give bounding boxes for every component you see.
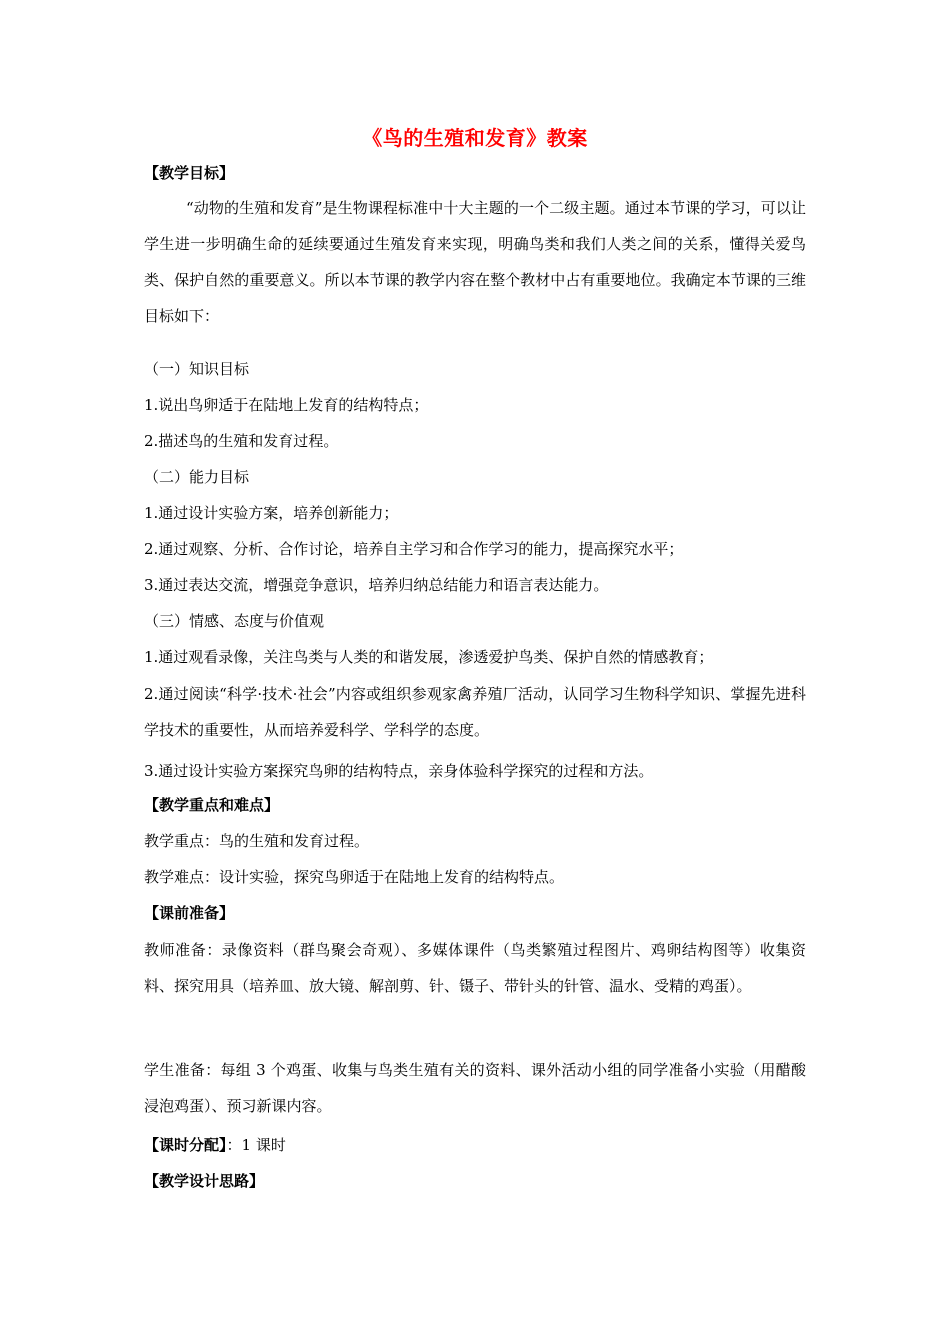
knowledge-item-2: 2.描述鸟的生殖和发育过程。	[144, 432, 339, 450]
document-title: 《鸟的生殖和发育》教案	[362, 126, 588, 150]
teacher-prep: 教师准备：录像资料（群鸟聚会奇观）、多媒体课件（鸟类繁殖过程图片、鸡卵结构图等）收集资料、探究用具（培养皿、放大镜、解剖剪、针、镊子、带针头的针管、温水、受精的鸡蛋）。	[144, 941, 806, 995]
ability-item-2: 2.通过观察、分析、合作讨论，培养自主学习和合作学习的能力，提高探究水平；	[144, 540, 684, 558]
time-value: ：1 课时	[226, 1136, 286, 1154]
difficulty-text: 教学难点：设计实验，探究鸟卵适于在陆地上发育的结构特点。	[144, 868, 565, 886]
student-prep: 学生准备：每组 3 个鸡蛋、收集与鸟类生殖有关的资料、课外活动小组的同学准备小实验（用醋酸浸泡鸡蛋）、预习新课内容。	[144, 1061, 806, 1115]
intro-paragraph: “动物的生殖和发育”是生物课程标准中十大主题的一个二级主题。通过本节课的学习，可以让学生进一步明确生命的延续要通过生殖发育来实现，明确鸟类和我们人类之间的关系，懂得关爱鸟类、保护自然的重要意义。所以本节课的教学内容在整个教材中占有重要地位。我确定本节课的三维目标如下：	[144, 199, 806, 325]
keypoints-heading: 【教学重点和难点】	[144, 796, 280, 814]
design-heading: 【教学设计思路】	[144, 1172, 265, 1190]
ability-item-3: 3.通过表达交流，增强竞争意识，培养归纳总结能力和语言表达能力。	[144, 576, 609, 594]
ability-item-1: 1.通过设计实验方案，培养创新能力；	[144, 504, 399, 522]
time-heading: 【课时分配】	[144, 1136, 227, 1154]
emotion-item-1: 1.通过观看录像，关注鸟类与人类的和谐发展，渗透爱护鸟类、保护自然的情感教育；	[144, 648, 714, 666]
prep-heading: 【课前准备】	[144, 904, 235, 922]
knowledge-heading: （一）知识目标	[144, 360, 250, 378]
time-allocation	[144, 1134, 286, 1156]
knowledge-item-1: 1.说出鸟卵适于在陆地上发育的结构特点；	[144, 396, 429, 414]
objectives-heading: 【教学目标】	[144, 164, 235, 182]
emotion-item-3: 3.通过设计实验方案探究鸟卵的结构特点，亲身体验科学探究的过程和方法。	[144, 762, 654, 780]
ability-heading: （二）能力目标	[144, 468, 250, 486]
emotion-item-2: 2.通过阅读“科学·技术·社会”内容或组织参观家禽养殖厂活动，认同学习生物科学知识、掌握先进科学技术的重要性，从而培养爱科学、学科学的态度。	[144, 685, 806, 739]
emotion-heading: （三）情感、态度与价值观	[144, 612, 325, 630]
keypoint-text: 教学重点：鸟的生殖和发育过程。	[144, 832, 370, 850]
